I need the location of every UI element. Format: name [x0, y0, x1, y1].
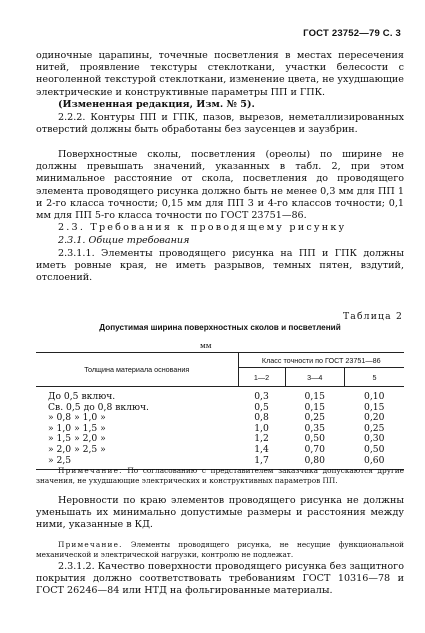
table-title: Допустимая ширина поверхностных сколов и посветлений — [99, 323, 341, 332]
note-text: Элементы проводящего рисунка, не несущие функциональной механической и электрической нагрузки, контролю не подлежат. — [36, 540, 405, 559]
note-text: По согласованию с представителем заказчика допускаются другие значения, не ухудшающие электрических и конструктивных параметров ПП. — [36, 466, 404, 485]
section-2-3-1-heading: 2.3.1. Общие требования — [58, 235, 190, 246]
paragraph-continuation: одиночные царапины, точечные посветления в местах пересечения нитей, проявление текстуры стеклоткани, участки белесости с неоголенной текстурой стеклоткани, изменение цвета, не ухудшающие электрические и конструктивные параметры ПП и ГПК. — [36, 50, 404, 98]
cell-class-1-2: 1,7 — [238, 456, 285, 470]
cell-thickness: » 0,8 » 1,0 » — [48, 412, 106, 424]
non-functional-note — [36, 540, 404, 559]
cell-class-1-2: 1,2 — [254, 433, 269, 445]
cell-class-5: 0,60 — [344, 456, 404, 470]
cell-thickness: » 2,5 — [36, 456, 238, 470]
cell-thickness: » 1,0 » 1,5 » — [48, 422, 106, 434]
note-label: Примечание. — [58, 540, 123, 549]
table-unit: мм — [200, 341, 212, 350]
cell-class-5: 0,30 — [364, 433, 385, 445]
cell-class-3-4: 0,50 — [304, 433, 325, 445]
cell-thickness: » 1,5 » 2,0 » — [48, 433, 106, 445]
paragraph-2-3-1-1: 2.3.1.1. Элементы проводящего рисунка на ПП и ГПК должны иметь ровные края, не иметь разрывов, темных пятен, вздутий, отслоений. — [36, 248, 404, 284]
cell-class-1-2: 1,0 — [254, 422, 269, 434]
cell-class-5: 0,10 — [364, 391, 385, 402]
cell-class-3-4: 0,35 — [304, 422, 325, 434]
table-caption: Таблица 2 — [342, 311, 403, 322]
cell-class-1-2: 1,4 — [254, 443, 269, 455]
paragraph-chips: Поверхностные сколы, посветления (ореолы) по ширине не должны превышать значений, указанных в табл. 2, при этом минимальное расстояние от скола, посветления до проводящего элемента проводящего рисунка должно быть не менее 0,3 мм для ПП 1 и 2-го класса точности; 0,15 мм для ПП 3 и 4-го классов точности; 0,1 мм для ПП 5-го класса точности по ГОСТ 23751—86. — [36, 149, 404, 222]
cell-class-5: 0,20 — [364, 412, 385, 424]
column-header-class-group: Класс точности по ГОСТ 23751—86 — [238, 353, 404, 368]
cell-class-5: 0,50 — [364, 443, 385, 455]
cell-class-3-4: 0,25 — [304, 412, 325, 424]
table-row — [36, 445, 404, 456]
paragraph-2-2-2: 2.2.2. Контуры ПП и ГПК, пазов, вырезов, неметаллизированных отверстий должны быть обработаны без заусенцев и заузбрин. — [36, 112, 404, 136]
paragraph-2-3-1-2: 2.3.1.2. Качество поверхности проводящего рисунка без защитного покрытия должно соответствовать требованиям ГОСТ 10316—78 и ГОСТ 26246—84 или НТД на фольгированные материалы. — [36, 561, 404, 597]
cell-thickness: » 2,0 » 2,5 » — [48, 443, 106, 455]
cell-class-3-4: 0,70 — [304, 443, 325, 455]
table-row — [36, 387, 404, 403]
tolerance-table — [36, 352, 404, 470]
column-header-thickness: Толщина материала основания — [36, 353, 238, 387]
paragraph-edge-irregularities: Неровности по краю элементов проводящего рисунка не должны уменьшать их минимально допустимые размеры и расстояния между ними, указанные в КД. — [36, 495, 404, 531]
cell-class-3-4: 0,80 — [285, 456, 344, 470]
column-header-class-3-4: 3—4 — [285, 368, 344, 387]
section-2-3-heading: 2.3. Требования к проводящему рисунку — [58, 222, 347, 233]
cell-class-1-2: 0,5 — [254, 401, 269, 413]
cell-class-1-2: 0,8 — [254, 412, 269, 424]
cell-class-5: 0,25 — [364, 422, 385, 434]
cell-thickness: До 0,5 включ. — [48, 391, 116, 402]
cell-class-3-4: 0,15 — [304, 391, 325, 402]
page-header: ГОСТ 23752—79 С. 3 — [303, 28, 401, 39]
note-label: Примечание. — [58, 466, 123, 475]
cell-class-5: 0,15 — [364, 401, 385, 413]
amendment-note: (Измененная редакция, Изм. № 5). — [58, 99, 255, 110]
cell-class-1-2: 0,3 — [254, 391, 269, 402]
cell-class-3-4: 0,15 — [304, 401, 325, 413]
column-header-class-5: 5 — [344, 368, 404, 387]
table-note — [36, 466, 404, 485]
column-header-class-1-2: 1—2 — [238, 368, 285, 387]
cell-thickness: Св. 0,5 до 0,8 включ. — [48, 401, 149, 413]
